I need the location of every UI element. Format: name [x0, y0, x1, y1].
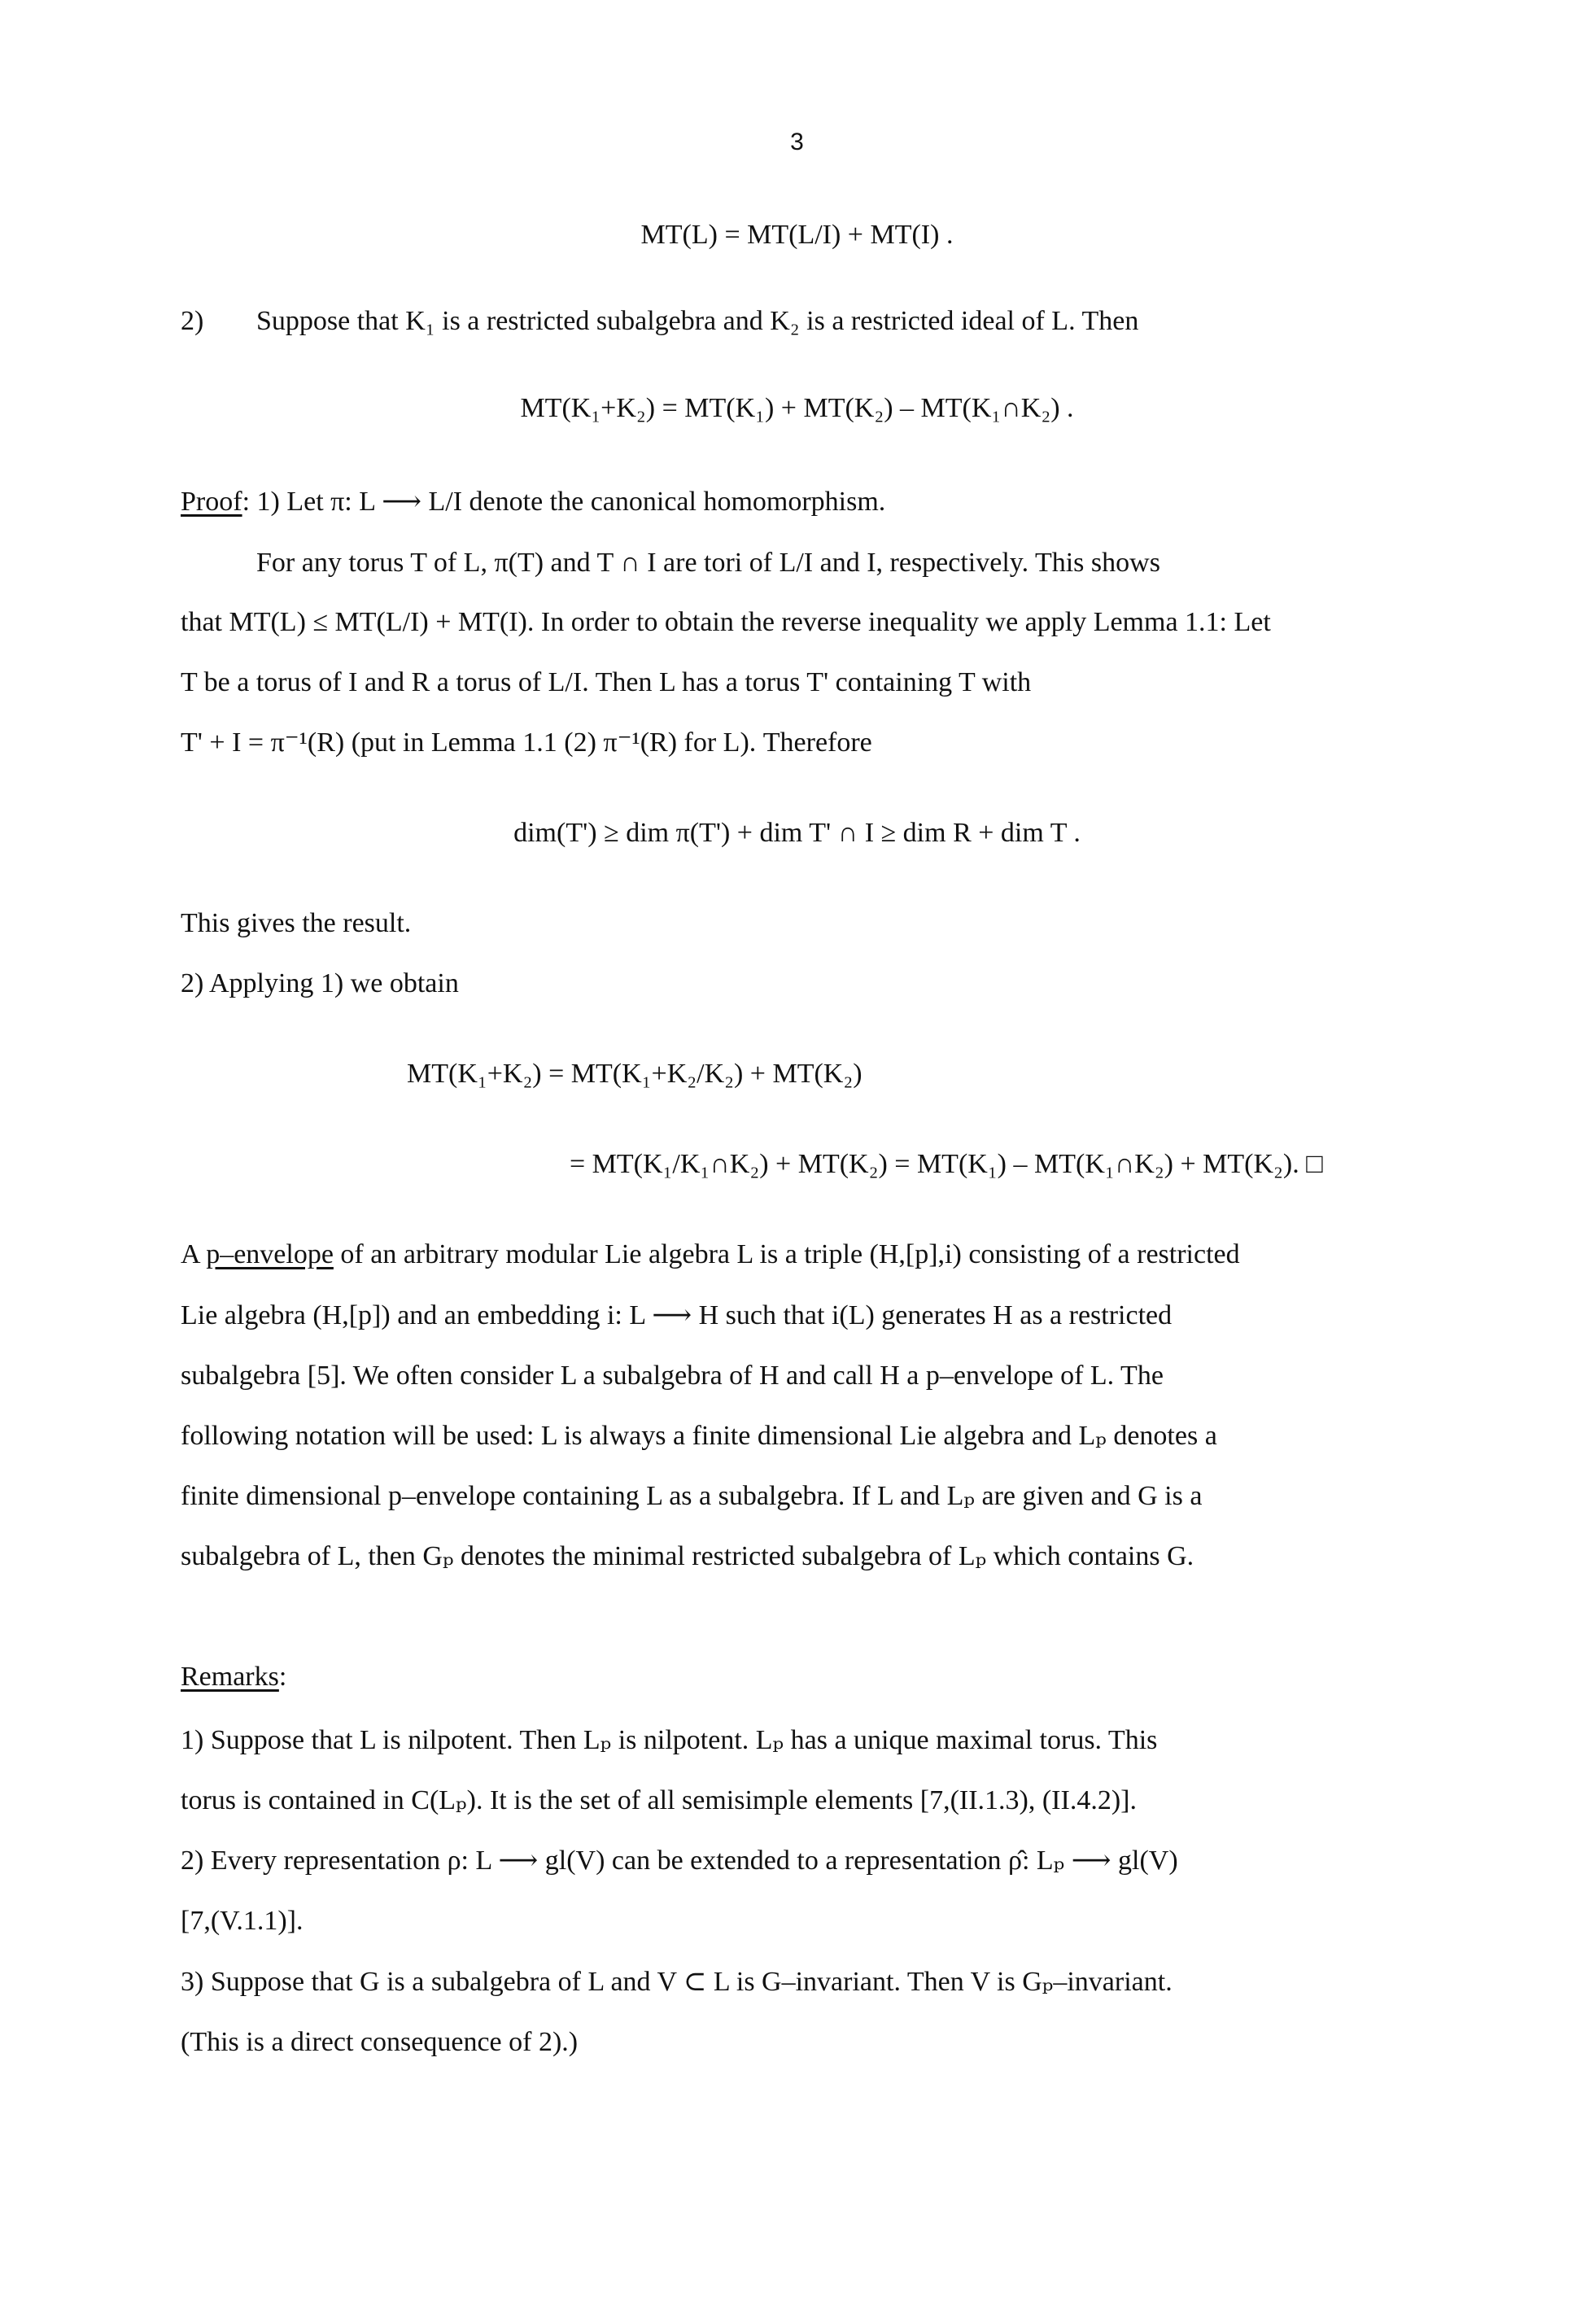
remark-2-line-2: [7,(V.1.1)].: [181, 1906, 304, 1936]
envelope-paragraph-line-5: finite dimensional p–envelope containing L as a subalgebra. If L and Lₚ are given and G is a: [181, 1481, 1203, 1511]
equation-mt-sum: MT(K₁+K₂) = MT(K₁) + MT(K₂) – MT(K₁∩K₂) .: [520, 393, 1074, 423]
envelope-paragraph-line-2: Lie algebra (H,[p]) and an embedding i: L ⟶ H such that i(L) generates H as a restricted: [181, 1300, 1173, 1330]
proof-paragraph-line-3: T be a torus of I and R a torus of L/I. Then L has a torus T' containing T with: [181, 667, 1032, 697]
remark-1-line-1: 1) Suppose that L is nilpotent. Then Lₚ is nilpotent. Lₚ has a unique maximal torus. This: [181, 1725, 1158, 1755]
item-2-statement: Suppose that K₁ is a restricted subalgebra and K₂ is a restricted ideal of L. Then: [256, 306, 1139, 336]
remark-3-line-2: (This is a direct consequence of 2).): [181, 2027, 579, 2057]
proof-text: : 1) Let π: L ⟶ L/I denote the canonical homomorphism.: [242, 487, 886, 517]
envelope-paragraph-line-1: [181, 1241, 1240, 1269]
remark-3-line-1: 3) Suppose that G is a subalgebra of L and V ⊂ L is G–invariant. Then V is Gₚ–invariant.: [181, 1967, 1173, 1997]
envelope-article: A: [181, 1239, 207, 1269]
envelope-paragraph-line-6: subalgebra of L, then Gₚ denotes the minimal restricted subalgebra of Lₚ which contains G.: [181, 1541, 1194, 1571]
proof-paragraph-line-2: that MT(L) ≤ MT(L/I) + MT(I). In order to obtain the reverse inequality we apply Lemma 1.1: Let: [181, 607, 1271, 637]
envelope-definition: of an arbitrary modular Lie algebra L is a triple (H,[p],i) consisting of a restricted: [333, 1239, 1240, 1269]
equation-mt-line-1: MT(K₁+K₂) = MT(K₁+K₂/K₂) + MT(K₂): [407, 1059, 863, 1089]
remarks-title: Remarks: [181, 1662, 279, 1692]
proof-label: Proof: [181, 487, 242, 517]
equation-dimension: dim(T') ≥ dim π(T') + dim T' ∩ I ≥ dim R + dim T .: [513, 818, 1081, 848]
page-number: 3: [790, 129, 804, 155]
envelope-paragraph-line-3: subalgebra [5]. We often consider L a subalgebra of H and call H a p–envelope of L. The: [181, 1361, 1164, 1391]
item-2-number: 2): [181, 306, 204, 336]
equation-mt-quotient: MT(L) = MT(L/I) + MT(I) .: [640, 220, 954, 250]
remark-1-line-2: torus is contained in C(Lₚ). It is the set of all semisimple elements [7,(II.1.3), (II.4.2)].: [181, 1785, 1137, 1815]
applying-line: 2) Applying 1) we obtain: [181, 968, 459, 998]
remark-2-line-1: 2) Every representation ρ: L ⟶ gl(V) can be extended to a representation ρ̂: Lₚ ⟶ gl(V): [181, 1846, 1178, 1876]
proof-paragraph-line-1: For any torus T of L, π(T) and T ∩ I are tori of L/I and I, respectively. This shows: [256, 548, 1160, 578]
result-line: This gives the result.: [181, 908, 412, 938]
envelope-paragraph-line-4: following notation will be used: L is always a finite dimensional Lie algebra and Lₚ denotes a: [181, 1421, 1217, 1451]
remarks-colon: :: [278, 1662, 287, 1692]
remarks-heading: [181, 1663, 286, 1691]
equation-mt-line-2: = MT(K₁/K₁∩K₂) + MT(K₂) = MT(K₁) – MT(K₁∩K₂) + MT(K₂). □: [570, 1149, 1323, 1179]
proof-line-1: [181, 488, 885, 516]
envelope-term: p–envelope: [206, 1239, 334, 1269]
proof-paragraph-line-4: T' + I = π⁻¹(R) (put in Lemma 1.1 (2) π⁻¹(R) for L). Therefore: [181, 727, 872, 758]
